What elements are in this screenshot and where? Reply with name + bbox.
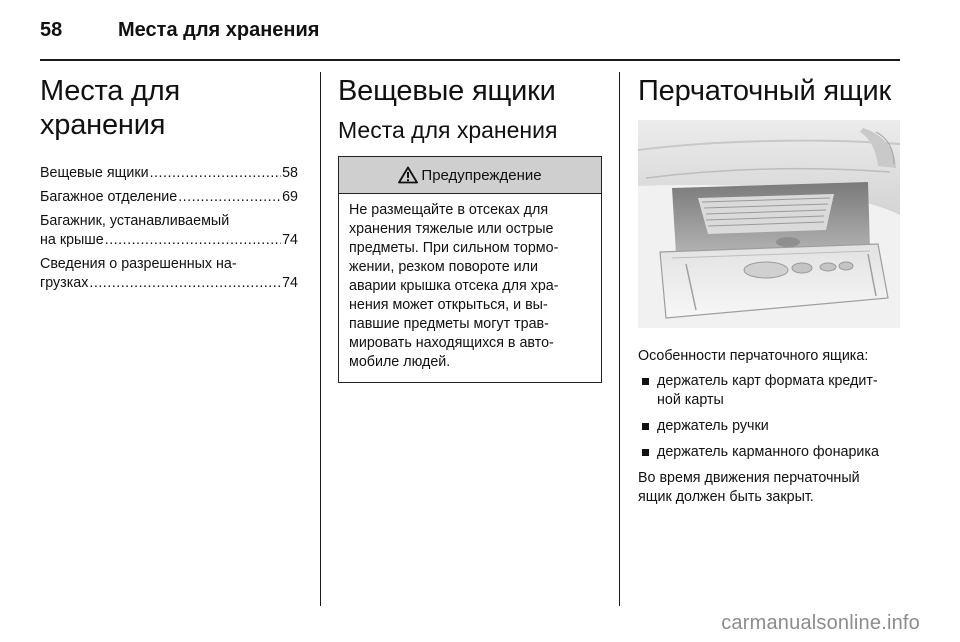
list-item bbox=[638, 372, 900, 410]
warning-line: нения может открыться, и вы- bbox=[349, 297, 548, 313]
features-list bbox=[638, 372, 900, 462]
watermark-link[interactable]: carmanualsonline.info bbox=[721, 612, 920, 634]
toc-entry-load-compartment[interactable] bbox=[40, 188, 298, 207]
warning-line: павшие предметы могут трав- bbox=[349, 316, 549, 332]
toc-entry-storage-compartments[interactable] bbox=[40, 164, 298, 183]
toc-entry-label-line: Багажник, устанавливаемый bbox=[40, 213, 230, 229]
toc-entry-roof-rack[interactable] bbox=[40, 212, 298, 250]
warning-header bbox=[339, 157, 601, 194]
warning-title: Предупреждение bbox=[421, 166, 542, 184]
warning-box bbox=[338, 156, 602, 383]
warning-line: предметы. При сильном тормо- bbox=[349, 240, 559, 256]
warning-line: мировать находящихся в авто- bbox=[349, 335, 554, 351]
list-item-text: держатель карманного фонарика bbox=[657, 444, 879, 460]
section-subtitle: Места для хранения bbox=[338, 117, 558, 143]
list-item-text: держатель ручки bbox=[657, 418, 769, 434]
glovebox-title: Перчаточный ящик bbox=[638, 75, 891, 107]
toc-entry-label: на крыше bbox=[40, 232, 104, 248]
toc-leader-dots bbox=[89, 274, 281, 293]
chapter-title: Места для хранения bbox=[40, 75, 180, 141]
list-item bbox=[638, 443, 900, 462]
warning-text bbox=[339, 194, 601, 382]
warning-line: жении, резком повороте или bbox=[349, 259, 538, 275]
column-divider-left bbox=[320, 72, 321, 606]
warning-line: мобиле людей. bbox=[349, 354, 451, 370]
list-item-text: держатель карт формата кредит- bbox=[657, 373, 878, 389]
header-rule bbox=[40, 59, 900, 61]
column-divider-right bbox=[619, 72, 620, 606]
glovebox-illustration bbox=[638, 120, 900, 328]
toc-entry-loading-information[interactable] bbox=[40, 255, 298, 293]
toc-entry-label: Вещевые ящики bbox=[40, 165, 149, 181]
bullet-square-icon bbox=[642, 449, 649, 456]
warning-triangle-icon bbox=[398, 166, 418, 184]
note-line: Во время движения перчаточный bbox=[638, 470, 860, 486]
toc-leader-dots bbox=[178, 188, 281, 207]
glovebox-column bbox=[638, 74, 900, 507]
toc-leader-dots bbox=[150, 164, 282, 183]
toc-entry-page: 69 bbox=[282, 189, 298, 205]
toc-entry-label: грузках bbox=[40, 275, 89, 291]
toc-entry-page: 58 bbox=[282, 165, 298, 181]
warning-line: Не размещайте в отсеках для bbox=[349, 202, 549, 218]
toc-entry-label: Багажное отделение bbox=[40, 189, 178, 205]
warning-line: аварии крышка отсека для хра- bbox=[349, 278, 559, 294]
section-column bbox=[338, 74, 602, 383]
toc-entry-page: 74 bbox=[282, 232, 298, 248]
closing-note bbox=[638, 469, 900, 507]
running-header-title: Места для хранения bbox=[118, 18, 320, 41]
bullet-square-icon bbox=[642, 423, 649, 430]
list-item-text: ной карты bbox=[657, 392, 724, 408]
page-header bbox=[40, 14, 319, 46]
toc-entry-label-line: Сведения о разрешенных на- bbox=[40, 256, 237, 272]
bullet-square-icon bbox=[642, 378, 649, 385]
note-line: ящик должен быть закрыт. bbox=[638, 489, 814, 505]
toc-leader-dots bbox=[105, 231, 281, 250]
toc-entry-page: 74 bbox=[282, 275, 298, 291]
list-item bbox=[638, 417, 900, 436]
section-title: Вещевые ящики bbox=[338, 75, 556, 107]
page-number: 58 bbox=[40, 18, 63, 41]
toc-column bbox=[40, 74, 298, 298]
warning-line: хранения тяжелые или острые bbox=[349, 221, 554, 237]
features-intro: Особенности перчаточного ящика: bbox=[638, 348, 869, 364]
table-of-contents bbox=[40, 164, 298, 293]
